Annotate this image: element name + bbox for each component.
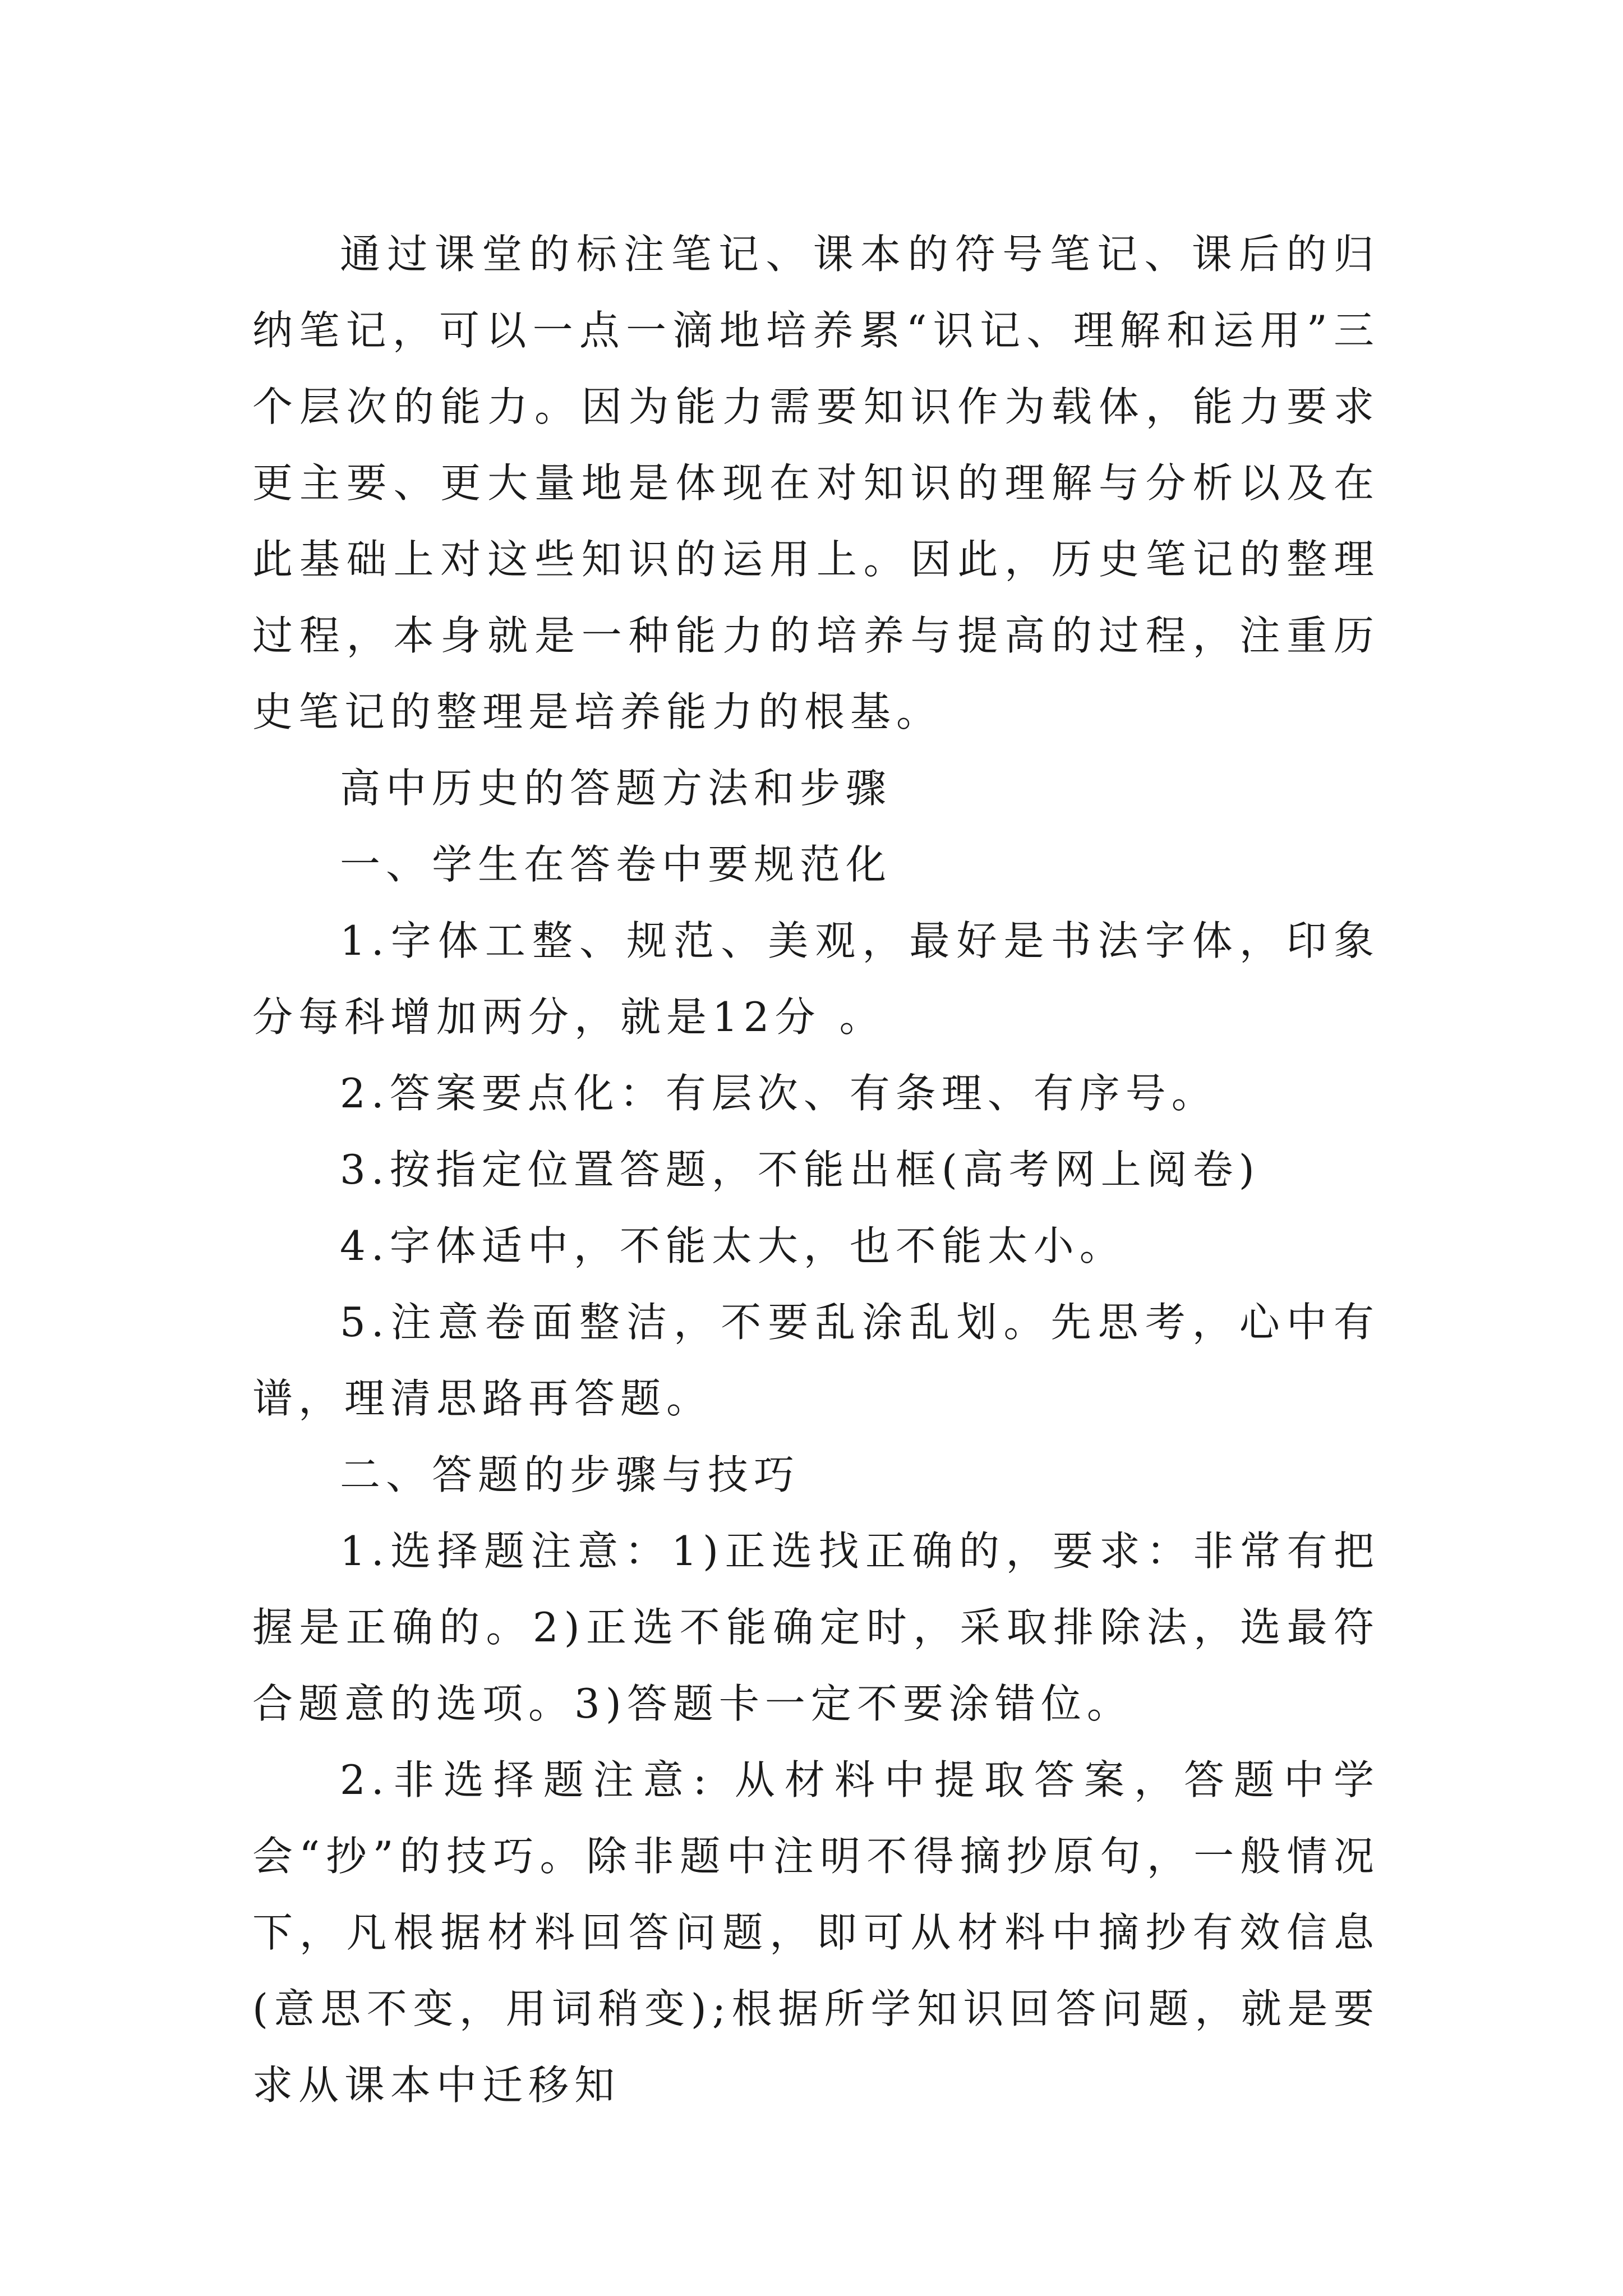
list-item-multiple-choice: 1.选择题注意：1)正选找正确的，要求：非常有把握是正确的。2)正选不能确定时，采取排除法，选最符合题意的选项。3)答题卡一定不要涂错位。 [252, 1527, 1380, 1727]
list-item-neatness: 5.注意卷面整洁，不要乱涂乱划。先思考，心中有谱，理清思路再答题。 [252, 1299, 1380, 1422]
document-body [252, 216, 1380, 2123]
list-item-designated-position: 3.按指定位置答题，不能出框(高考网上阅卷) [340, 1146, 1260, 1193]
list-item-font-size: 4.字体适中，不能太大，也不能太小。 [340, 1222, 1126, 1269]
subheading-standardization: 一、学生在答卷中要规范化 [340, 841, 892, 888]
list-item-key-points: 2.答案要点化：有层次、有条理、有序号。 [340, 1070, 1218, 1117]
list-item-handwriting: 1.字体工整、规范、美观，最好是书法字体，印象分每科增加两分，就是12分 。 [252, 917, 1380, 1041]
list-item-non-multiple-choice: 2.非选择题注意: 从材料中提取答案，答题中学会“抄”的技巧。除非题中注明不得摘抄原句，一般情况下，凡根据材料回答问题，即可从材料中摘抄有效信息(意思不变，用词稍变);根据所学知识回答问题，就是要求从课本中迁移知 [252, 1756, 1380, 2109]
paragraph-notes-ability: 通过课堂的标注笔记、课本的符号笔记、课后的归纳笔记，可以一点一滴地培养累“识记、理解和运用”三个层次的能力。因为能力需要知识作为载体，能力要求更主要、更大量地是体现在对知识的理解与分析以及在此基础上对这些知识的运用上。因此，历史笔记的整理过程，本身就是一种能力的培养与提高的过程，注重历史笔记的整理是培养能力的根基。 [252, 231, 1380, 735]
subheading-steps-techniques: 二、答题的步骤与技巧 [340, 1451, 800, 1498]
section-heading-answer-methods: 高中历史的答题方法和步骤 [340, 765, 892, 812]
